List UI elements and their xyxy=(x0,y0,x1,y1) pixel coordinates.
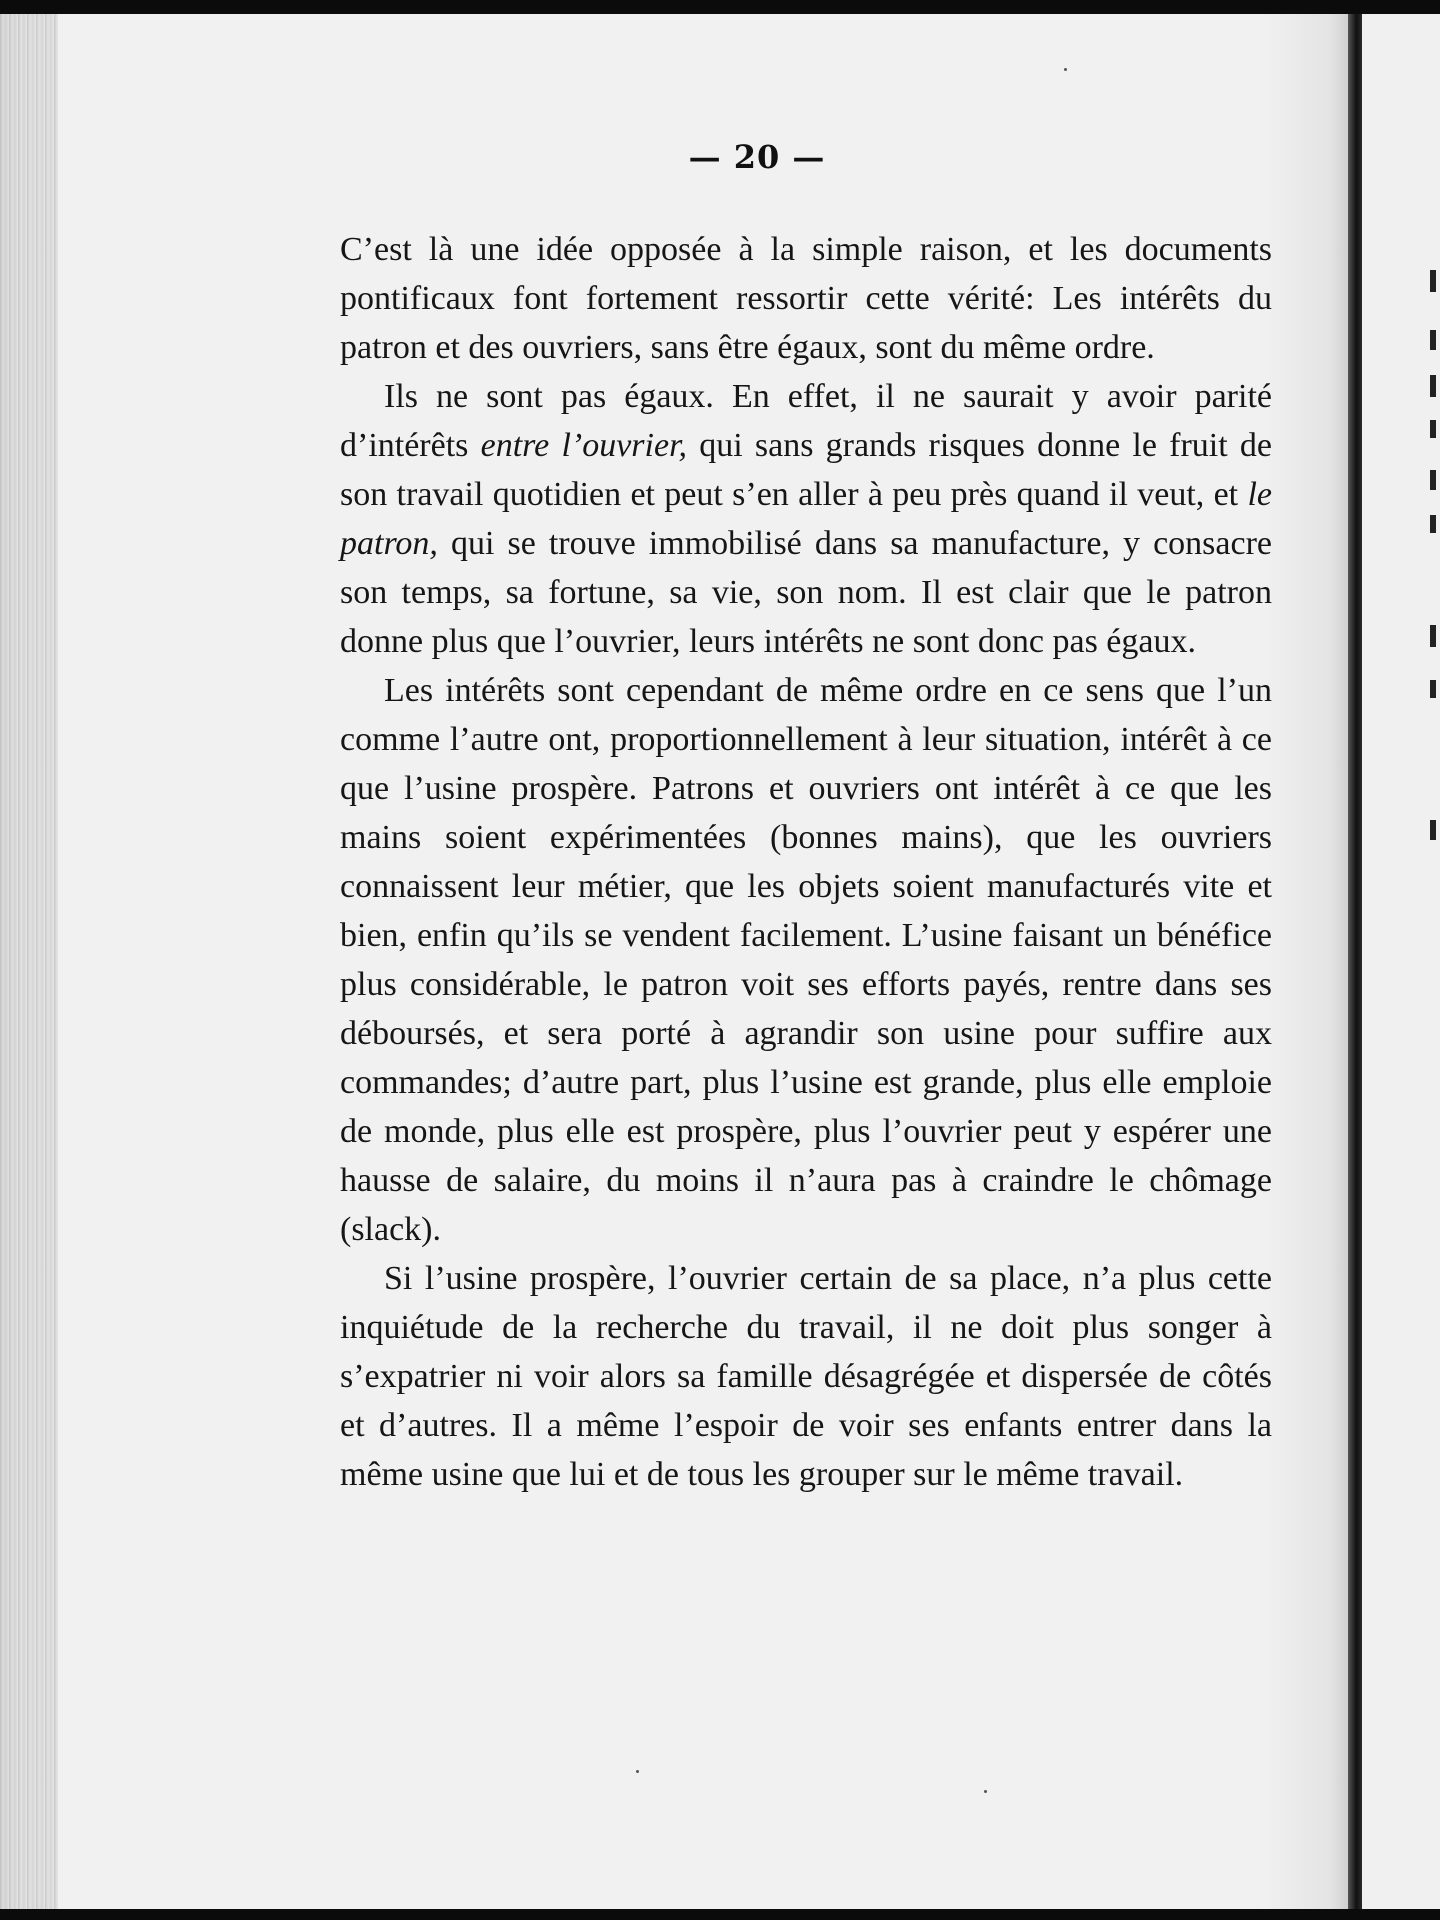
italic-text-run: entre l’ouvrier, xyxy=(480,427,688,464)
paragraph-4 xyxy=(340,1254,1272,1499)
page-edges-left xyxy=(0,14,58,1909)
paragraph-1 xyxy=(340,225,1272,372)
italic-text-run: le patron, xyxy=(340,476,1272,562)
paragraph-3 xyxy=(340,666,1272,1254)
text-run: Si l’usine prospère, l’ouvrier certain de sa place, n’a plus cette inquiétude de la recherche du travail, il ne doit plus songer à s’expatrier ni voir alors sa famille désagrégée et dispersée de côtés et d’autres. Il a même l’espoir de voir ses enfants entrer dans la même usine que lui et de tous les grouper sur le même travail. xyxy=(340,1260,1272,1493)
page-body-text xyxy=(340,225,1272,1499)
paragraph-2 xyxy=(340,372,1272,666)
book-gutter xyxy=(1348,14,1362,1909)
facing-page-edge xyxy=(1362,14,1440,1909)
text-run: Ils ne sont pas égaux. En effet, il ne saurait y avoir parité d’intérêts xyxy=(340,378,1272,464)
text-run: Les intérêts sont cependant de même ordre en ce sens que l’un comme l’autre ont, proportionnellement à leur situation, intérêt à ce que l’usine prospère. Patrons et ouvriers ont intérêt à ce que les mains soient expérimentées (bonnes mains), que les ouvriers connaissent leur métier, que les objets soient manufacturés vite et bien, enfin qu’ils se vendent facilement. L’usine faisant un bénéfice plus considérable, le patron voit ses efforts payés, rentre dans ses déboursés, et sera porté à agrandir son usine pour suffire aux commandes; d’autre part, plus l’usine est grande, plus elle emploie de monde, plus elle est prospère, plus l’ouvrier peut y espérer une hausse de salaire, du moins il n’aura pas à craindre le chômage (slack). xyxy=(340,672,1272,1248)
page-number: — 20 — xyxy=(688,138,826,176)
text-run: C’est là une idée opposée à la simple raison, et les documents pontificaux font fortement ressortir cette vérité: Les intérêts du patron et des ouvriers, sans être égaux, sont du même ordre. xyxy=(340,231,1272,366)
text-run: qui sans grands risques donne le fruit de son travail quotidien et peut s’en aller à peu près quand il veut, et xyxy=(340,427,1272,513)
text-run: qui se trouve immobilisé dans sa manufacture, y consacre son temps, sa fortune, sa vie, son nom. Il est clair que le patron donne plus que l’ouvrier, leurs intérêts ne sont donc pas égaux. xyxy=(340,525,1272,660)
